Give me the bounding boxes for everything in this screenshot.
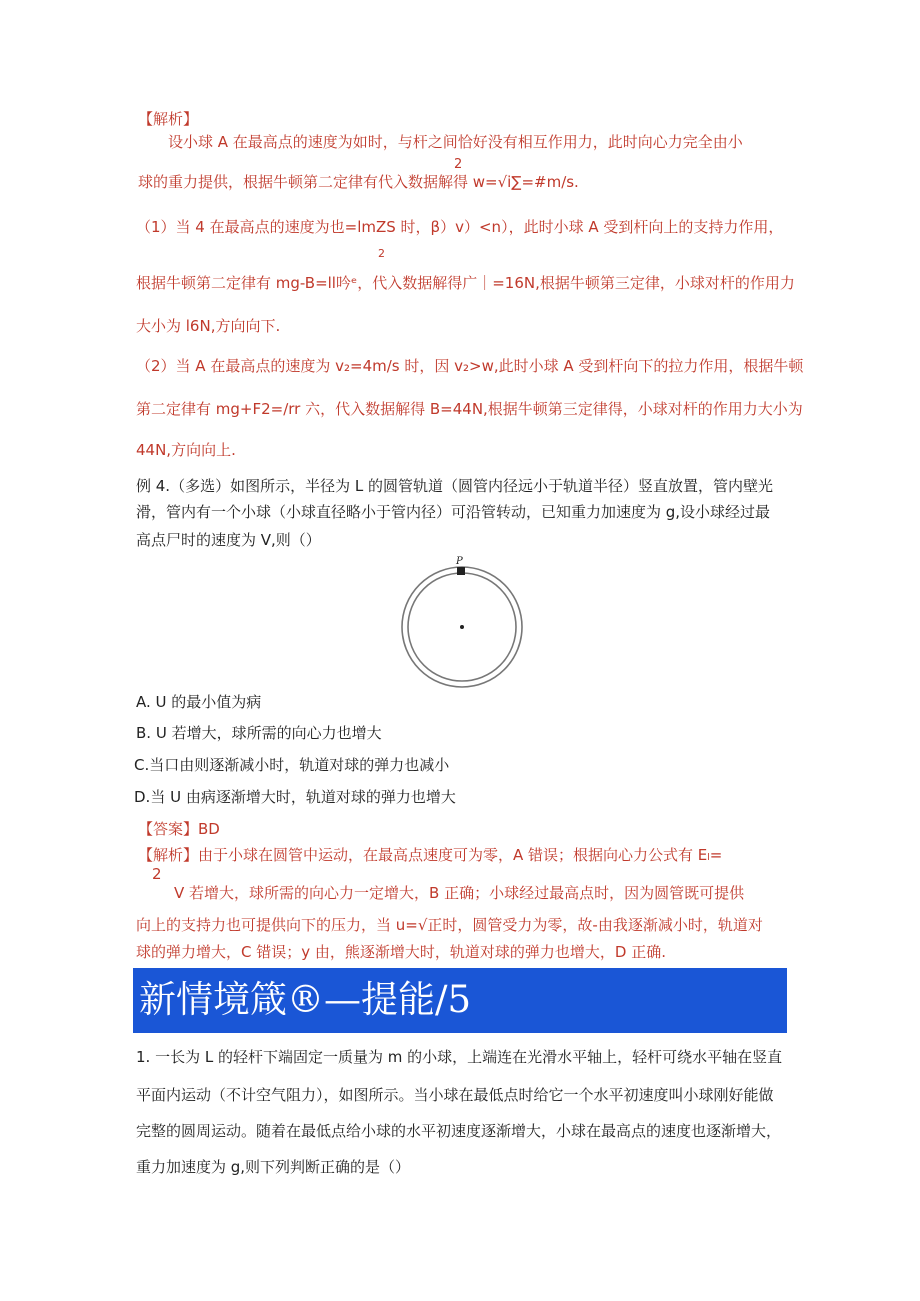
analysis-line: 第二定律有 mg+F2=∕rr 六，代入数据解得 B=44N,根据牛顿第三定律得，小球对杆的作用力大小为 [136,400,803,418]
point-label: P [456,556,463,567]
section-banner [133,968,787,1033]
problem-line: 平面内运动（不计空气阻力），如图所示。当小球在最低点时给它一个水平初速度叫小球刚好能做 [136,1086,774,1104]
example-line: 例 4.（多选）如图所示，半径为 L 的圆管轨道（圆管内径远小于轨道半径）竖直放置，管内壁光 [136,477,773,495]
problem-line: 重力加速度为 g,则下列判断正确的是（） [136,1158,411,1176]
problem-line: 1. 一长为 L 的轻杆下端固定一质量为 m 的小球，上端连在光滑水平轴上，轻杆可绕水平轴在竖直 [136,1048,783,1066]
example-line: 滑，管内有一个小球（小球直径略小于管内径）可沿管转动，已知重力加速度为 g,设小球经过最 [136,503,771,521]
option-c: C.当口由则逐渐减小时，轨道对球的弹力也减小 [134,756,450,774]
analysis-line: 44N,方向向上. [136,441,236,459]
answer-line: 【答案】BD [138,820,220,838]
analysis-line: V 若增大，球所需的向心力一定增大，B 正确；小球经过最高点时，因为圆管既可提供 [174,884,745,902]
center-dot [460,625,464,629]
analysis-line: 球的弹力增大，C 错误；y 由，熊逐渐增大时，轨道对球的弹力也增大，D 正确. [136,943,666,961]
analysis-line: （1）当 4 在最高点的速度为也=lmZS 时，β）v）<n），此时小球 A 受到杆向上的支持力作用， [136,218,784,236]
analysis-line: 球的重力提供，根据牛顿第二定律有代入数据解得 w=√i∑=#m∕s. [138,173,579,191]
option-d: D.当 U 由病逐渐增大时，轨道对球的弹力也增大 [134,788,456,806]
problem-line: 完整的圆周运动。随着在最低点给小球的水平初速度逐渐增大，小球在最高点的速度也逐渐增大， [136,1122,782,1140]
analysis-subscript: 2 [454,157,463,172]
analysis-line: 【解析】由于小球在圆管中运动，在最高点速度可为零，A 错误；根据向心力公式有 Eₗ= [138,846,723,864]
analysis-line: 根据牛顿第二定律有 mg-B=ll吟ᵉ，代入数据解得广｜=16N,根据牛顿第三定律，小球对杆的作用力 [136,274,795,292]
analysis-line: （2）当 A 在最高点的速度为 v₂=4m/s 时，因 v₂>w,此时小球 A 受到杆向下的拉力作用，根据牛顿 [136,357,804,375]
analysis-subscript: 2 [152,865,162,883]
banner-title: 新情境箴®—提能/5 [139,978,472,1021]
option-b: B. U 若增大，球所需的向心力也增大 [136,724,382,742]
circular-tube-figure [398,553,528,693]
option-a: A. U 的最小值为病 [136,693,262,711]
analysis-line: 向上的支持力也可提供向下的压力，当 u=√正时，圆管受力为零，故-由我逐渐减小时，轨道对 [136,916,763,934]
analysis-subscript: 2 [378,247,385,260]
analysis-line: 大小为 l6N,方向向下. [136,317,281,335]
analysis-heading: 【解析】 [138,110,199,128]
ball-p [457,567,465,575]
analysis-line: 设小球 A 在最高点的速度为如时，与杆之间恰好没有相互作用力，此时向心力完全由小 [168,133,743,151]
example-line: 高点尸时的速度为 V,则（） [136,531,321,549]
